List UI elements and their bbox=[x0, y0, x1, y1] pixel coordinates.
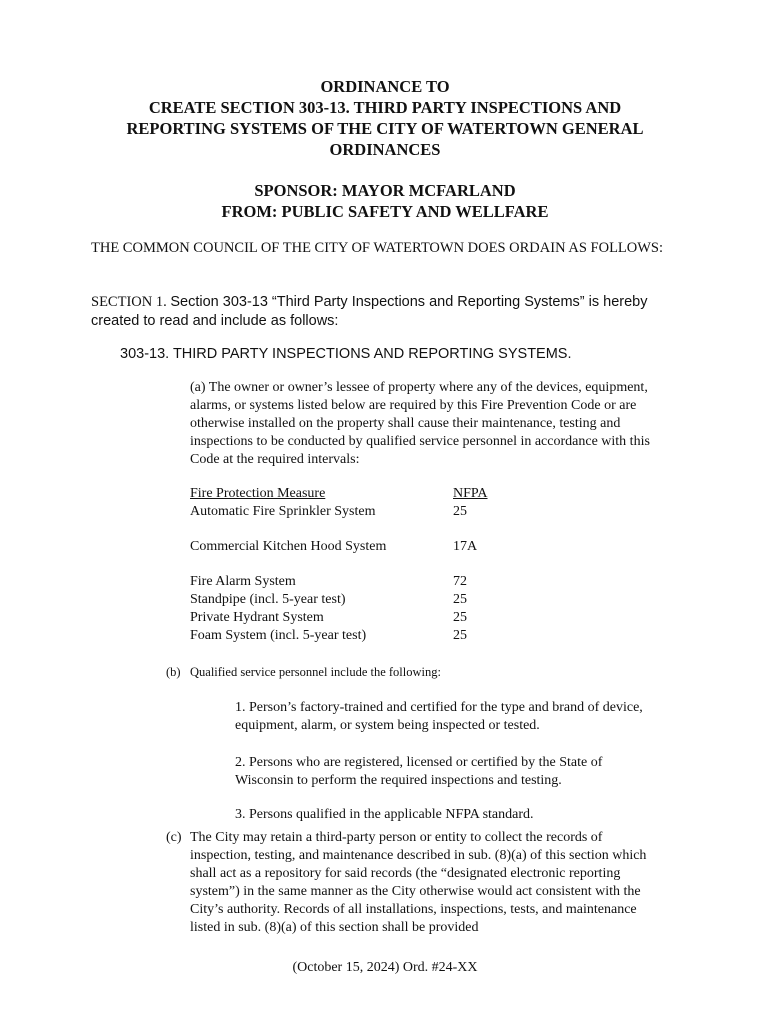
from-line: FROM: PUBLIC SAFETY AND WELLFARE bbox=[221, 202, 549, 221]
sponsor-block bbox=[60, 180, 710, 222]
page-footer: (October 15, 2024) Ord. #24-XX bbox=[292, 960, 478, 975]
enacting-clause: THE COMMON COUNCIL OF THE CITY OF WATERTOWN DOES ORDAIN AS FOLLOWS: bbox=[91, 240, 664, 256]
table-row bbox=[190, 591, 510, 609]
header-measure: Fire Protection Measure bbox=[190, 486, 326, 501]
nfpa-table bbox=[190, 485, 510, 645]
row-measure: Automatic Fire Sprinkler System bbox=[190, 504, 376, 519]
row-nfpa: 25 bbox=[453, 504, 467, 519]
section-1-label: SECTION 1. bbox=[91, 294, 167, 310]
table-row bbox=[190, 627, 510, 645]
row-measure: Standpipe (incl. 5-year test) bbox=[190, 592, 346, 607]
title-line-2: CREATE SECTION 303-13. THIRD PARTY INSPECTIONS AND bbox=[148, 98, 622, 117]
row-nfpa: 17A bbox=[453, 539, 478, 554]
table-header-row bbox=[190, 485, 510, 503]
subsection-c-text: The City may retain a third-party person or entity to collect the records of inspection, testing, and maintenance described in sub. (8)(a) of this section which shall act as a repository for said records (the “designated electronic reporting system”) in the same manner as the City otherwise would act consistent with the City’s authority. Records of all installations, inspections, tests, and maintenance listed in sub. (8)(a) of this section shall be provided bbox=[190, 830, 647, 935]
row-measure: Foam System (incl. 5-year test) bbox=[190, 628, 367, 643]
title-line-1: ORDINANCE TO bbox=[320, 77, 450, 96]
section-1-paragraph bbox=[91, 293, 691, 331]
subsection-b bbox=[166, 665, 441, 680]
title-line-3: REPORTING SYSTEMS OF THE CITY OF WATERTOWN GENERAL bbox=[126, 119, 644, 138]
title-line-4: ORDINANCES bbox=[329, 140, 441, 159]
ordinance-title bbox=[60, 76, 710, 160]
subsection-b-label: (b) bbox=[166, 665, 181, 679]
table-row bbox=[190, 538, 510, 556]
row-measure: Fire Alarm System bbox=[190, 574, 296, 589]
subsection-a: (a) The owner or owner’s lessee of property where any of the devices, equipment, alarms, or systems listed below are required by this Fire Prevention Code or are otherwise installed on the property shall cause their maintenance, testing and inspections to be conducted by qualified service personnel in accordance with this Code at the required intervals: bbox=[190, 380, 650, 467]
list-item: 1. Person’s factory-trained and certified for the type and brand of device, equipment, alarm, or system being inspected or tested. bbox=[235, 700, 643, 733]
list-item: 3. Persons qualified in the applicable NFPA standard. bbox=[235, 807, 534, 822]
subsection-c-label: (c) bbox=[166, 830, 182, 845]
row-nfpa: 25 bbox=[453, 592, 467, 607]
section-1-text: Section 303-13 “Third Party Inspections and Reporting Systems” is hereby created to read and include as follows: bbox=[91, 294, 648, 329]
row-nfpa: 25 bbox=[453, 610, 467, 625]
table-row bbox=[190, 609, 510, 627]
section-heading: 303-13. THIRD PARTY INSPECTIONS AND REPORTING SYSTEMS. bbox=[120, 346, 572, 362]
row-nfpa: 72 bbox=[453, 574, 467, 589]
row-measure: Commercial Kitchen Hood System bbox=[190, 539, 387, 554]
subsection-c bbox=[166, 829, 666, 937]
row-measure: Private Hydrant System bbox=[190, 610, 324, 625]
header-nfpa: NFPA bbox=[453, 486, 488, 501]
row-nfpa: 25 bbox=[453, 628, 467, 643]
sponsor-line: SPONSOR: MAYOR MCFARLAND bbox=[254, 181, 516, 200]
subsection-b-text: Qualified service personnel include the following: bbox=[190, 665, 441, 679]
table-row bbox=[190, 503, 510, 521]
list-item: 2. Persons who are registered, licensed or certified by the State of Wisconsin to perform the required inspections and testing. bbox=[235, 755, 603, 788]
table-row bbox=[190, 573, 510, 591]
